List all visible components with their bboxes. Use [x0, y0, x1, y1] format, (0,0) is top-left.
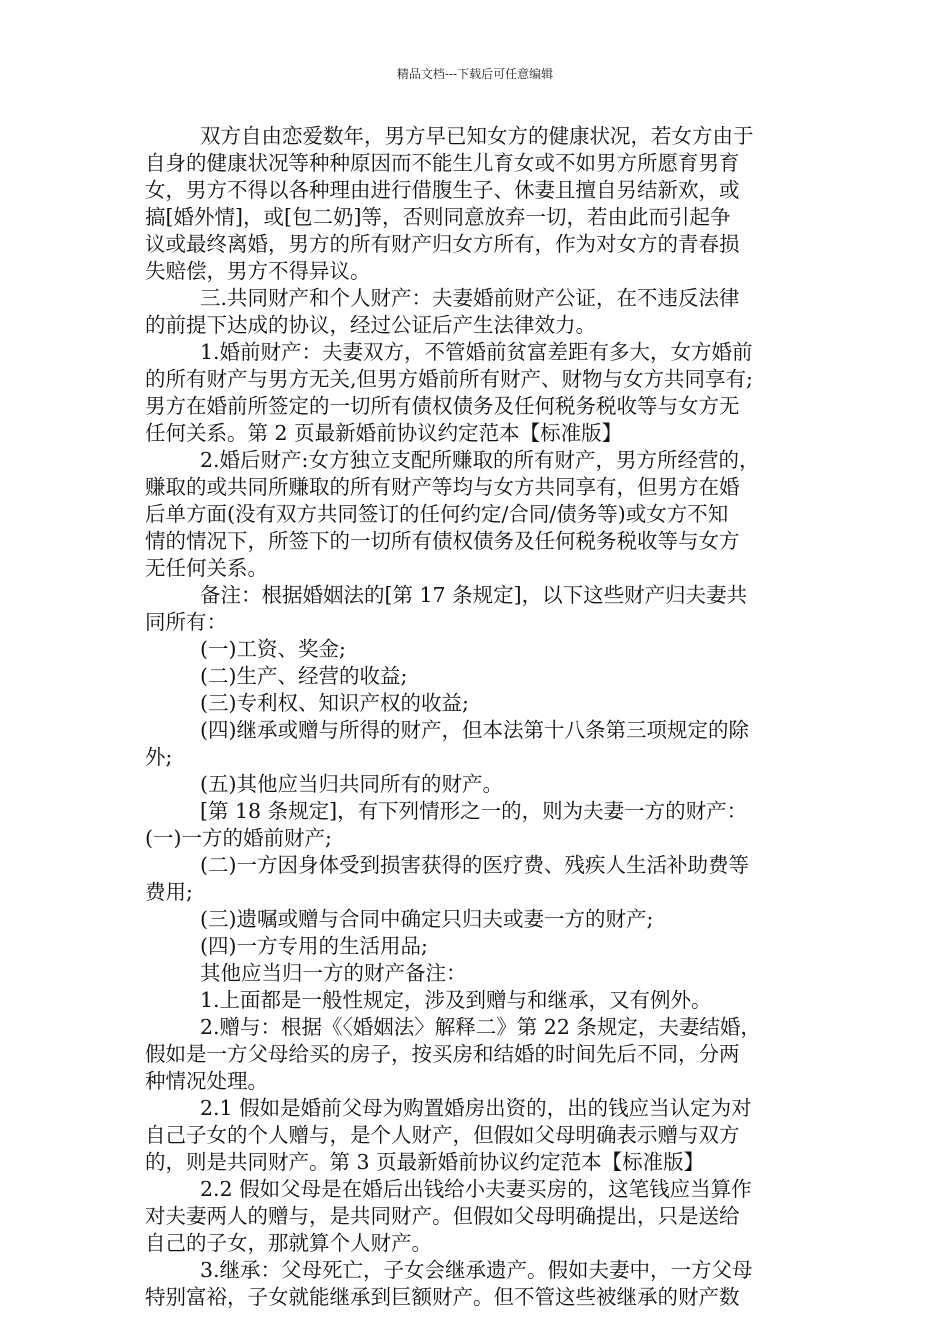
text-line: (二)生产、经营的收益;	[200, 664, 408, 688]
text-line: (一)一方的婚前财产;	[145, 826, 332, 850]
text-line: 自己的子女，那就算个人财产。	[145, 1231, 432, 1255]
text-line: 外;	[145, 745, 173, 769]
text-line: 种情况处理。	[145, 1069, 268, 1093]
text-line: 搞[婚外情]，或[包二奶]等，否则同意放弃一切，若由此而引起争	[145, 205, 731, 229]
text-line: 无任何关系。	[145, 556, 268, 580]
text-line: (一)工资、奖金;	[200, 637, 346, 661]
text-line: (五)其他应当归共同所有的财产。	[200, 772, 503, 796]
text-line: (四)继承或赠与所得的财产，但本法第十八条第三项规定的除	[200, 718, 749, 742]
text-line: 特别富裕，子女就能继承到巨额财产。但不管这些被继承的财产数	[145, 1285, 740, 1309]
text-line: 费用;	[145, 880, 193, 904]
text-line: 议或最终离婚，男方的所有财产归女方所有，作为对女方的青春损	[145, 232, 740, 256]
text-line: 失赔偿，男方不得异议。	[145, 259, 371, 283]
text-line: (四)一方专用的生活用品;	[200, 934, 428, 958]
text-line: 同所有：	[145, 610, 227, 634]
text-line: 任何关系。第 2 页最新婚前协议约定范本【标准版】	[145, 421, 623, 445]
document-body	[145, 123, 809, 1311]
page-header: 精品文档---下载后可任意编辑	[396, 67, 554, 81]
text-line: 女，男方不得以各种理由进行借腹生子、休妻且擅自另结新欢，或	[145, 178, 740, 202]
text-line: 双方自由恋爱数年，男方早已知女方的健康状况，若女方由于	[200, 124, 754, 148]
text-line: 2.婚后财产:女方独立支配所赚取的所有财产，男方所经营的，	[200, 448, 760, 472]
text-line: 备注：根据婚姻法的[第 17 条规定]，以下这些财产归夫妻共	[200, 583, 748, 607]
text-line: 其他应当归一方的财产备注：	[200, 961, 467, 985]
text-line: 2.2 假如父母是在婚后出钱给小夫妻买房的，这笔钱应当算作	[200, 1177, 752, 1201]
text-line: 1.婚前财产：夫妻双方，不管婚前贫富差距有多大，女方婚前	[200, 340, 753, 364]
text-line: 赚取的或共同所赚取的所有财产等均与女方共同享有，但男方在婚	[145, 475, 740, 499]
text-line: (三)专利权、知识产权的收益;	[200, 691, 469, 715]
text-line: 后单方面(没有双方共同签订的任何约定/合同/债务等)或女方不知	[145, 502, 729, 526]
text-line: 2.1 假如是婚前父母为购置婚房出资的，出的钱应当认定为对	[200, 1096, 752, 1120]
text-line: 假如是一方父母给买的房子，按买房和结婚的时间先后不同，分两	[145, 1042, 740, 1066]
text-line: 对夫妻两人的赠与，是共同财产。但假如父母明确提出，只是送给	[145, 1204, 740, 1228]
text-line: 男方在婚前所签定的一切所有债权债务及任何税务税收等与女方无	[145, 394, 740, 418]
text-line: 2.赠与：根据《〈婚姻法〉解释二》第 22 条规定，夫妻结婚，	[200, 1015, 761, 1039]
text-line: 情的情况下，所签下的一切所有债权债务及任何税务税收等与女方	[145, 529, 740, 553]
text-line: 3.继承：父母死亡，子女会继承遗产。假如夫妻中，一方父母	[200, 1258, 753, 1282]
text-line: 1.上面都是一般性规定，涉及到赠与和继承，又有例外。	[200, 988, 712, 1012]
text-line: 自己子女的个人赠与，是个人财产，但假如父母明确表示赠与双方	[145, 1123, 740, 1147]
text-line: (二)一方因身体受到损害获得的医疗费、残疾人生活补助费等	[200, 853, 749, 877]
text-line: (三)遗嘱或赠与合同中确定只归夫或妻一方的财产;	[200, 907, 654, 931]
text-line: [第 18 条规定]，有下列情形之一的，则为夫妻一方的财产：	[200, 799, 748, 823]
text-line: 三.共同财产和个人财产：夫妻婚前财产公证，在不违反法律	[200, 286, 740, 310]
text-line: 的前提下达成的协议，经过公证后产生法律效力。	[145, 313, 596, 337]
text-line: 自身的健康状况等种种原因而不能生儿育女或不如男方所愿育男育	[145, 151, 740, 175]
text-line: 的所有财产与男方无关,但男方婚前所有财产、财物与女方共同享有;	[145, 367, 753, 391]
text-line: 的，则是共同财产。第 3 页最新婚前协议约定范本【标准版】	[145, 1150, 705, 1174]
